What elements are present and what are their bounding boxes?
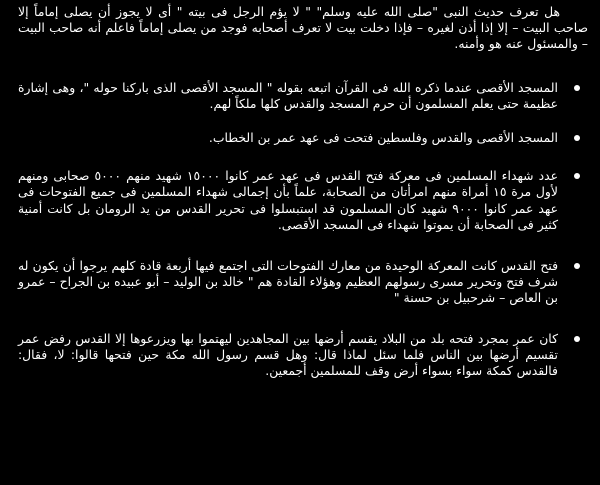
list-item [18, 168, 588, 233]
list-item-text: عدد شهداء المسلمين فى معركة فتح القدس فى عهد عمر كانوا ١٥٠٠٠ شهيد منهم ٥٠٠٠ صحابى ومنهم لأول مرة ١٥ أمراة منهم امرأتان من الصحابة، علماً بأن إجمالى شهداء المسلمين فى جميع الفتوحات فى عهد عمر كانوا ٩٠٠٠ شهيد كان المسلمون قد استبسلوا فى تحرير القدس من يد الرومان بل كانت أمنية كثير فى الصحابة أن يموتوا شهداء فى المسجد الأقصى. [18, 168, 558, 232]
bullet-icon [574, 85, 580, 91]
list-item [18, 258, 588, 307]
list-item-text: المسجد الأقصى والقدس وفلسطين فتحت فى عهد عمر بن الخطاب. [208, 130, 558, 146]
intro-paragraph: هل تعرف حديث النبى "صلى الله عليه وسلم" " لا يؤم الرجل فى بيته " أى لا يجوز أن يصلى إماماً إلا صاحب البيت – إلا إذا أذن لغيره – فإذا دخلت بيت لا تعرف أصحابه فوجد من يصلى إماماً فاعلم أنه صاحب البيت – والمسئول عنه هو وأمنه. [18, 4, 588, 52]
bullet-icon [574, 173, 580, 179]
bullet-list [18, 80, 588, 380]
list-item [18, 80, 588, 112]
bullet-icon [574, 263, 580, 269]
list-item-text: فتح القدس كانت المعركة الوحيدة من معارك الفتوحات التى اجتمع فيها أربعة قادة كلهم يرجوا أن يكون له شرف فتح وتحرير مسرى رسولهم العظيم وهؤلاء القادة هم " خالد بن الوليد – أبو عبيده بن الجراح – عمرو بن العاص – شرحبيل بن حسنة " [18, 258, 558, 306]
list-item-text: كان عمر بمجرد فتحه بلد من البلاد يقسم أرضها بين المجاهدين ليهتموا بها ويزرعوها إلا القدس رفض عمر تقسيم أرضها بين الناس فلما سئل لماذا قال: وهل قسم رسول الله مكة حين فتحها قالوا: لا، فقال: فالقدس كمكة سواء بسواء أرض وقف للمسلمين أجمعين. [18, 330, 558, 379]
list-item [18, 331, 588, 380]
list-item [18, 130, 588, 146]
bullet-icon [574, 135, 580, 141]
list-item-text: المسجد الأقصى عندما ذكره الله فى القرآن اتبعه بقوله " المسجد الأقصى الذى باركنا حوله "، وهى إشارة عظيمة حتى يعلم المسلمون أن حرم المسجد والقدس كلها ملكاً لهم. [18, 79, 558, 111]
bullet-icon [574, 336, 580, 342]
